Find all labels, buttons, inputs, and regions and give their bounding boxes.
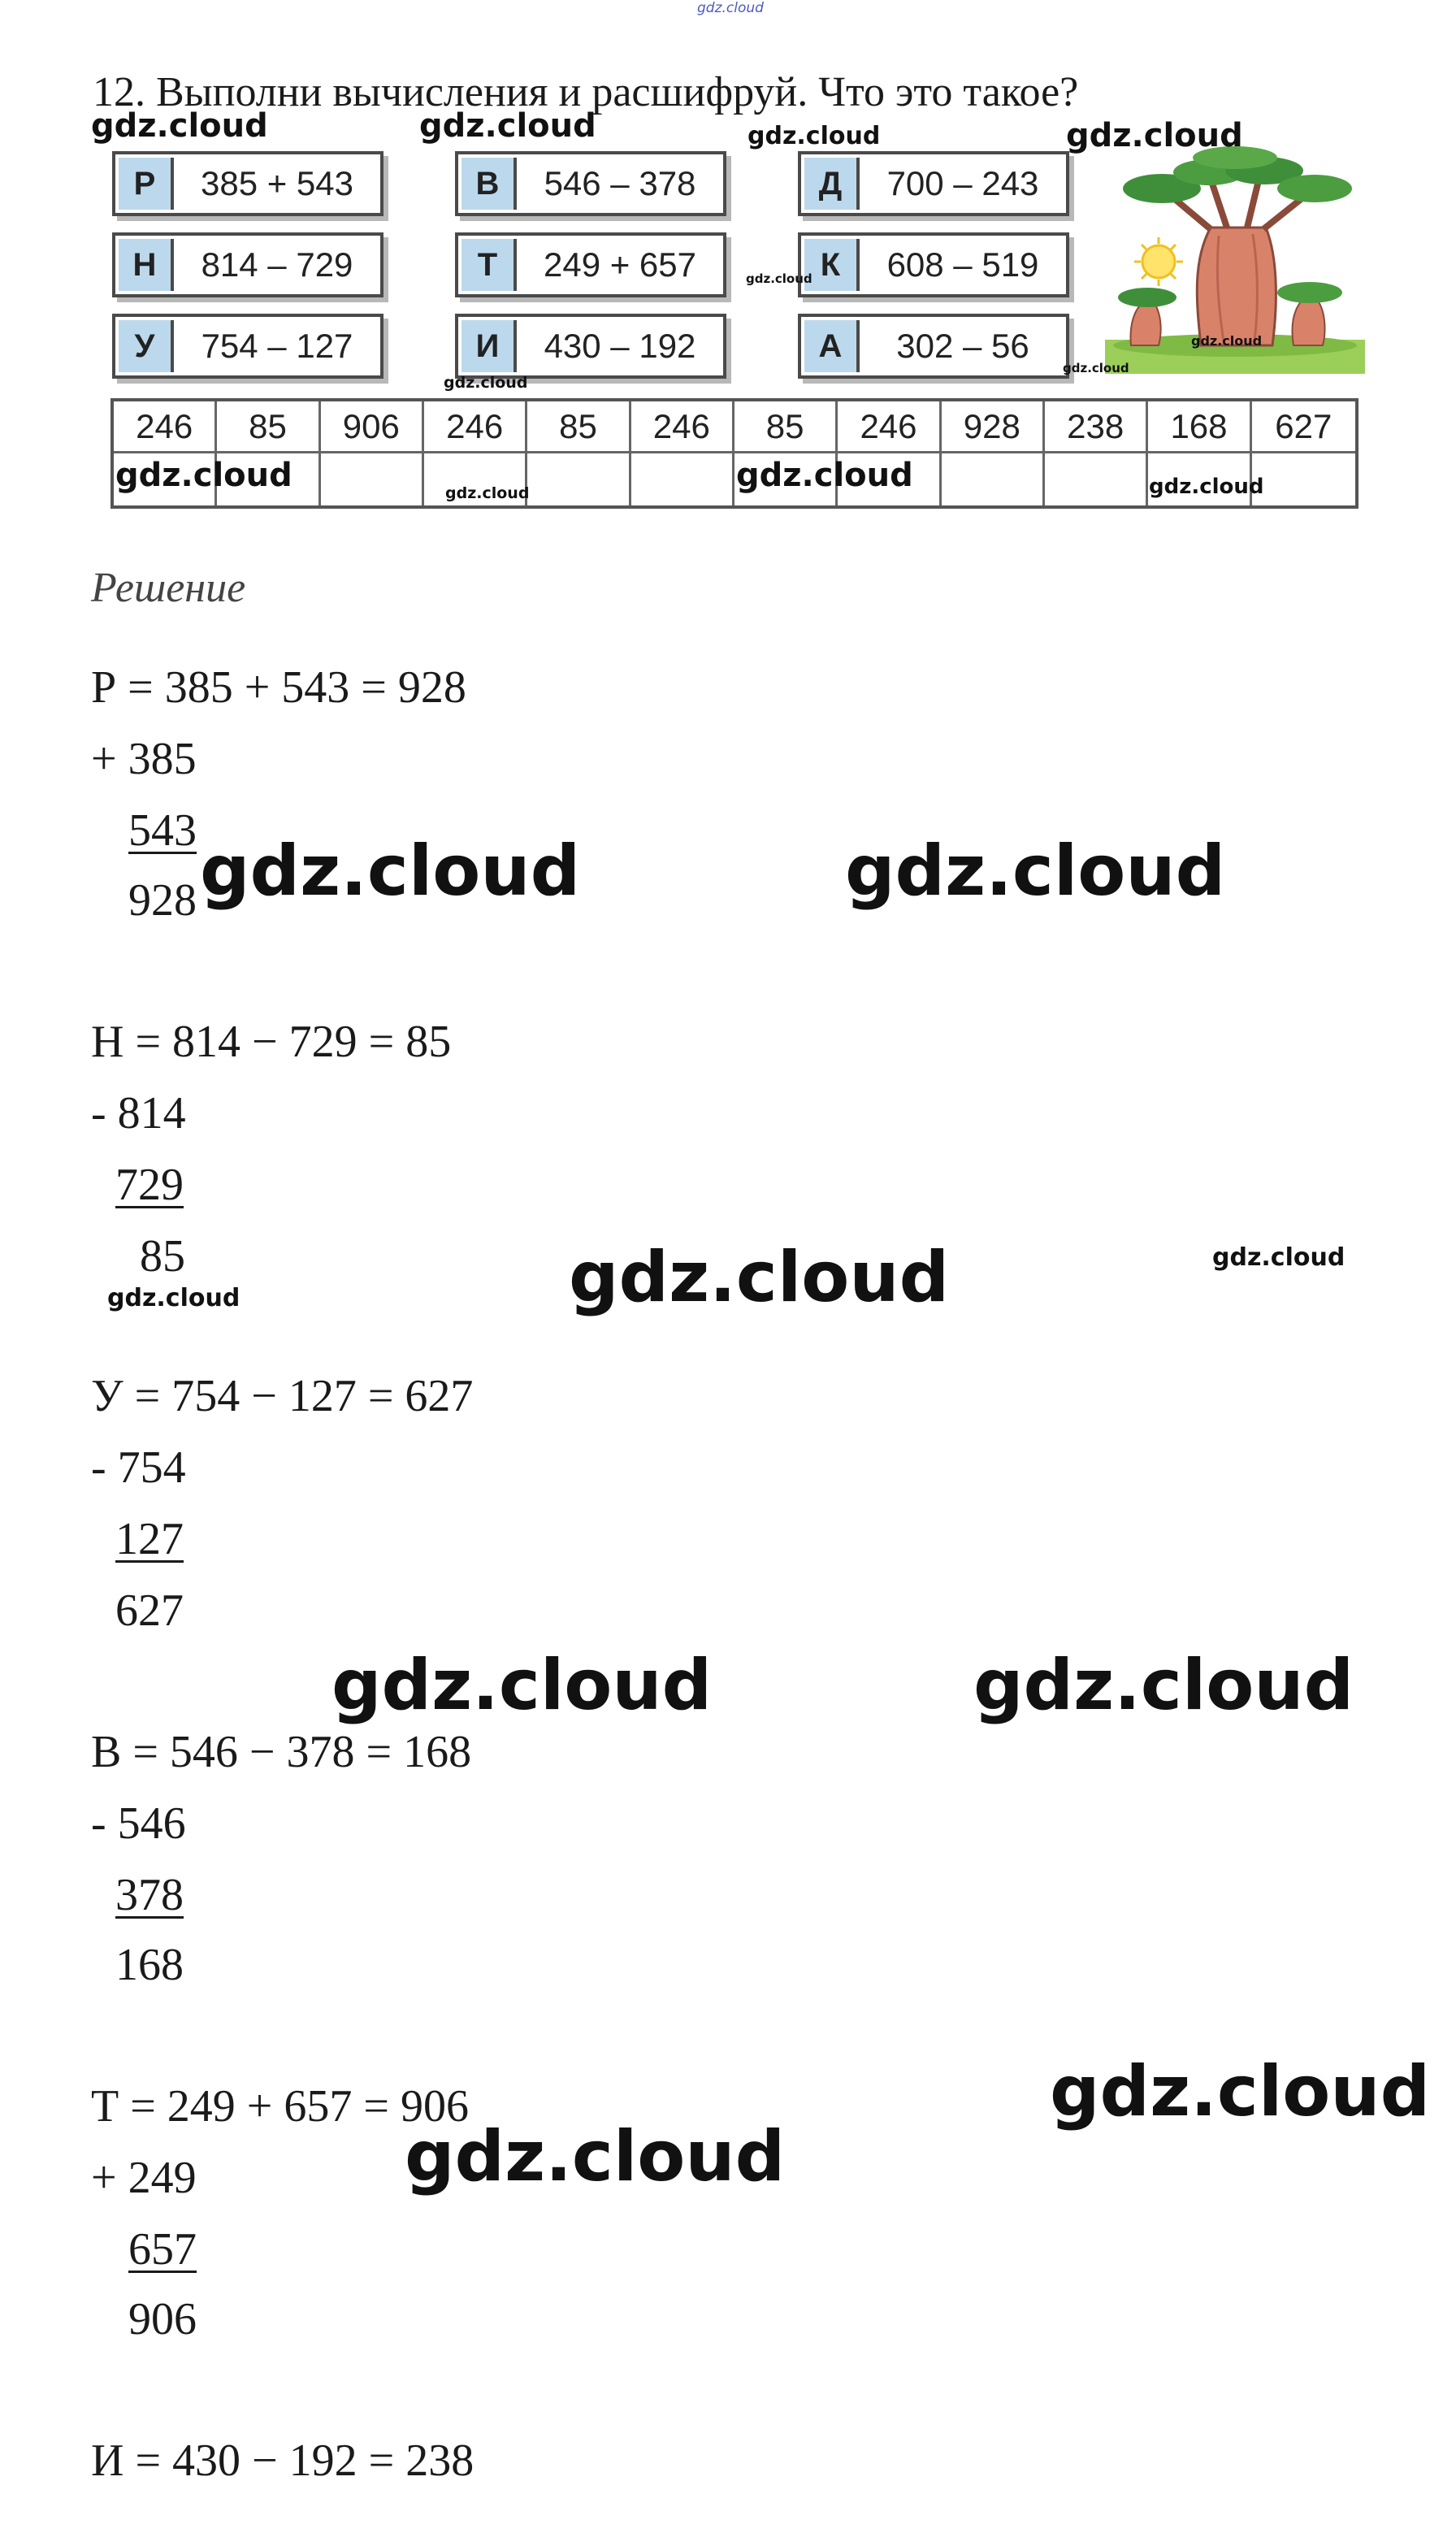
watermark: gdz.cloud bbox=[569, 1237, 950, 1318]
equation-line: Р = 385 + 543 = 928 bbox=[91, 662, 466, 713]
watermark: gdz.cloud bbox=[445, 484, 530, 502]
grid-number-cell: 168 bbox=[1148, 401, 1251, 453]
grid-number-cell: 928 bbox=[942, 401, 1045, 453]
expression: 385 + 543 bbox=[200, 164, 353, 202]
task-box-v bbox=[455, 151, 726, 216]
task-box-u bbox=[112, 314, 384, 379]
equation-line: Н = 814 − 729 = 85 bbox=[91, 1017, 452, 1067]
column-result: 85 bbox=[140, 1231, 185, 1282]
column-first-operand: - 814 bbox=[91, 1088, 186, 1139]
task-box-d bbox=[798, 151, 1069, 216]
column-second-operand: 378 bbox=[115, 1870, 184, 1920]
watermark: gdz.cloud bbox=[746, 271, 812, 286]
grid-number-cell: 246 bbox=[838, 401, 941, 453]
task-box-i bbox=[455, 314, 726, 379]
task-box-n bbox=[112, 232, 384, 297]
grid-number-cell: 906 bbox=[321, 401, 424, 453]
letter-label: Д bbox=[804, 158, 860, 210]
expression: 430 – 192 bbox=[544, 327, 696, 365]
watermark: gdz.cloud bbox=[419, 107, 596, 145]
grid-number-cell: 85 bbox=[734, 401, 838, 453]
watermark: gdz.cloud bbox=[115, 457, 292, 494]
grid-number-cell: 85 bbox=[217, 401, 320, 453]
expression: 814 – 729 bbox=[201, 245, 353, 284]
letter-label: У bbox=[119, 320, 174, 372]
grid-answer-cell bbox=[527, 453, 630, 505]
watermark: gdz.cloud bbox=[1212, 1243, 1346, 1272]
grid-number-cell: 627 bbox=[1252, 401, 1355, 453]
watermark: gdz.cloud bbox=[332, 1645, 713, 1726]
watermark: gdz.cloud bbox=[200, 831, 581, 912]
watermark-top: gdz.cloud bbox=[697, 0, 764, 16]
equation-line: В = 546 − 378 = 168 bbox=[91, 1727, 472, 1777]
expression: 700 – 243 bbox=[886, 164, 1039, 202]
expression: 546 – 378 bbox=[544, 164, 696, 202]
watermark: gdz.cloud bbox=[748, 122, 881, 150]
grid-answer-cell bbox=[1252, 453, 1355, 505]
column-result: 627 bbox=[115, 1585, 184, 1636]
watermark: gdz.cloud bbox=[405, 2116, 786, 2197]
letter-label: А bbox=[804, 320, 860, 372]
letter-label: К bbox=[804, 239, 860, 291]
watermark: gdz.cloud bbox=[1063, 361, 1129, 375]
equation-line: И = 430 − 192 = 238 bbox=[91, 2435, 474, 2486]
column-second-operand: 543 bbox=[128, 805, 197, 856]
solution-heading: Решение bbox=[91, 565, 246, 611]
column-second-operand: 657 bbox=[128, 2224, 197, 2275]
grid-answer-cell bbox=[631, 453, 734, 505]
grid-number-cell: 246 bbox=[631, 401, 734, 453]
column-first-operand: + 249 bbox=[91, 2153, 197, 2203]
grid-number-cell: 238 bbox=[1045, 401, 1148, 453]
letter-label: Н bbox=[119, 239, 174, 291]
task-box-t bbox=[455, 232, 726, 297]
letter-label: И bbox=[462, 320, 517, 372]
task-box-a bbox=[798, 314, 1069, 379]
task-box-r bbox=[112, 151, 384, 216]
watermark: gdz.cloud bbox=[1191, 333, 1263, 349]
watermark: gdz.cloud bbox=[1050, 2051, 1431, 2132]
column-second-operand: 127 bbox=[115, 1514, 184, 1564]
watermark: gdz.cloud bbox=[107, 1284, 240, 1312]
letter-label: Т bbox=[462, 239, 517, 291]
task-box-k bbox=[798, 232, 1069, 297]
watermark: gdz.cloud bbox=[736, 457, 913, 494]
column-result: 928 bbox=[128, 875, 197, 926]
column-first-operand: + 385 bbox=[91, 734, 197, 784]
letter-label: Р bbox=[119, 158, 174, 210]
grid-number-cell: 246 bbox=[424, 401, 527, 453]
grid-answer-cell bbox=[1045, 453, 1148, 505]
grid-number-cell: 85 bbox=[527, 401, 630, 453]
watermark: gdz.cloud bbox=[1149, 475, 1264, 499]
watermark: gdz.cloud bbox=[444, 374, 528, 392]
watermark: gdz.cloud bbox=[91, 107, 268, 145]
watermark: gdz.cloud bbox=[973, 1645, 1354, 1726]
watermark: gdz.cloud bbox=[1066, 117, 1243, 154]
letter-label: В bbox=[462, 158, 517, 210]
task-title: 12. Выполни вычисления и расшифруй. Что это такое? bbox=[93, 69, 1079, 115]
equation-line: У = 754 − 127 = 627 bbox=[91, 1371, 474, 1421]
expression: 754 – 127 bbox=[201, 327, 353, 365]
column-first-operand: - 546 bbox=[91, 1798, 186, 1849]
expression: 249 + 657 bbox=[543, 245, 696, 284]
expression: 302 – 56 bbox=[896, 327, 1029, 365]
column-second-operand: 729 bbox=[115, 1160, 184, 1210]
equation-line: Т = 249 + 657 = 906 bbox=[91, 2081, 469, 2132]
expression: 608 – 519 bbox=[886, 245, 1039, 284]
watermark: gdz.cloud bbox=[845, 831, 1226, 912]
grid-answer-cell bbox=[321, 453, 424, 505]
column-result: 168 bbox=[115, 1940, 184, 1990]
column-result: 906 bbox=[128, 2294, 197, 2344]
column-first-operand: - 754 bbox=[91, 1442, 186, 1493]
grid-answer-cell bbox=[942, 453, 1045, 505]
grid-number-cell: 246 bbox=[114, 401, 217, 453]
